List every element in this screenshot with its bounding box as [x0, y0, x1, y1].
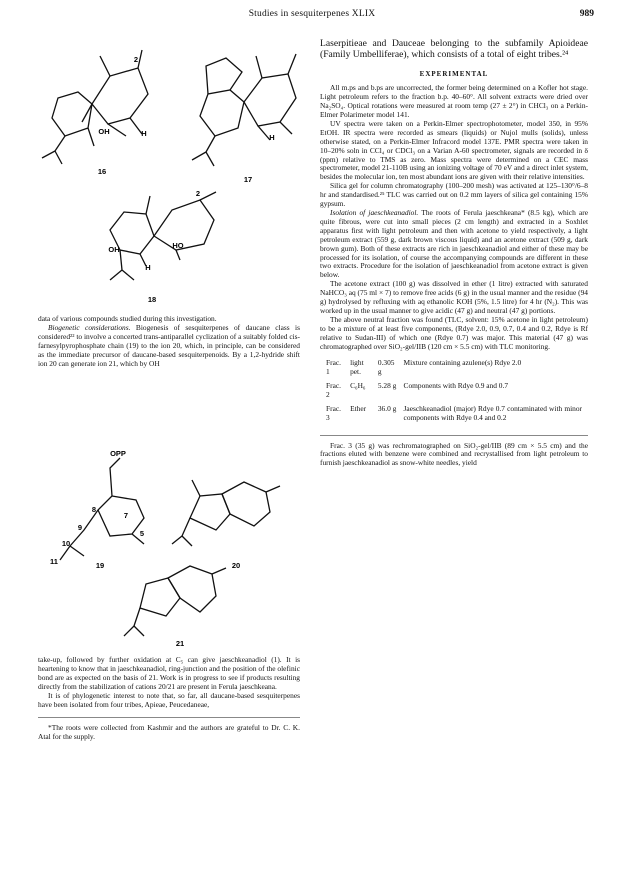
experimental-heading: EXPERIMENTAL	[419, 70, 489, 79]
left-para-2	[38, 324, 300, 369]
running-title: Studies in sesquiterpenes XLIX	[248, 9, 376, 19]
s21-label: 21	[175, 639, 185, 648]
frac-2-mass: 5.28 g	[377, 380, 397, 390]
right-bottom-para: Frac. 3 (35 g) was rechromatographed on SiO₂-gel/IIB (89 cm × 5.5 cm) and the fractions eluted with benzene were combined and recrystallised from light petroleum to furnish jaeschkeanadiol as snow-white needles, yield	[320, 440, 588, 468]
isolation-heading: Isolation of jaeschkeanadiol.	[330, 208, 419, 217]
table-row	[326, 358, 588, 381]
right-column	[320, 38, 588, 468]
s19-num-9: 9	[77, 523, 83, 532]
frac-2-desc: Components with Rdye 0.9 and 0.7	[403, 380, 509, 390]
s18-label: 18	[147, 295, 157, 304]
table-row	[326, 404, 588, 427]
right-para-5: The acetone extract (100 g) was dissolved in ether (1 litre) extracted with saturated NaHCO₃ aq (75 ml × 7) to remove free acids (6 g) in the usual manner and the residue (94 g) hydrolysed by refluxing with aq ethanolic KOH (5%, 1.5 litre) for 4 hr (N₂). This was worked up in the usual manner to give acidic (47 g) and neutral (47 g) portions.	[320, 279, 588, 315]
right-para-2: UV spectra were taken on a Perkin-Elmer spectrophotometer, model 350, in 95% EtOH. IR spectra were recorded as smears (liquids) or Nujol mulls (solids), unless otherwise stated, on a Perkin-Elmer Infracord model 137E. PMR spectra were taken in 10–20% soln in CCl₄ or CDCl₃ on a Varian A-60 spectrometer, signals are recorded in δ (ppm) relative to TMS as zero. Mass spectra were determined on a CEC mass spectrometer, model 21-110B using an ionizing voltage of 70 eV and a direct inlet system, besides the molecular ion, ten most abundant ions are given with their relative intensities.	[320, 118, 588, 182]
frac-1-solvent: light pet.	[350, 357, 364, 376]
s18-oh: OH	[108, 245, 120, 254]
page-number: 989	[579, 9, 594, 19]
frac-2-name: Frac. 2	[326, 380, 341, 399]
right-para-4	[320, 209, 588, 280]
right-para-3: Silica gel for column chromatography (100–200 mesh) was activated at 125–130°/6–8 hr and standardised.²⁵ TLC was carried out on 0.2 mm layers of silica gel containing 15% gypsum.	[320, 181, 588, 209]
right-para-6: The above neutral fraction was found (TLC, solvent: 15% acetone in light petroleum) to be a mixture of at least five components, (Rdye 2.0, 0.9, 0.7, 0.4 and 0.2, Rdye is Rf relative to Sudan-III) of which one (Rdye 0.7) was major. This material (47 g) was chromatographed over SiO₂-gel/IIB (120 cm × 5.5 cm) with TLC monitoring.	[320, 314, 588, 351]
left-para-3: take-up, followed by further oxidation at C₅ can give jaeschkeanadiol (1). It is heartening to know that in jaeschkeanadiol, ring-junction and the position of the olefinic bond are as expected on the basis of 21. Work is in progress to see if products resulting directly from the stabilization of cations 20/21 are present in Ferula jaeschkeana.	[38, 655, 300, 691]
s18-ring-b	[154, 200, 214, 250]
s16-o: OH	[98, 127, 110, 136]
structures-19-20-21	[40, 448, 302, 648]
biogenetic-heading: Biogenetic considerations.	[48, 322, 131, 332]
s19-chain	[70, 458, 120, 546]
fraction-table	[326, 358, 588, 427]
isolation-text: The roots of Ferula jaeschkeana* (8.5 kg), which are quite fibrous, were cut into small pieces (2 cm length) and extracted in a Soxhlet apparatus first with light petroleum and then with acetone to yield respectively, a light petroleum extract (559 g, dark brown viscous liquid) and an acetone extract (509 g, dark brown gum). Both of these extracts are rich in jaeschkeanadiol and either of these may be processed for its isolation, of course the accompanying compounds are different in these two extracts. Procedure for the isolation of jaeschkeanadiol from acetone extract is given below.	[320, 208, 588, 280]
frac-3-name: Frac. 3	[326, 403, 341, 422]
s18-ho: HO	[172, 241, 184, 250]
structures-16-17	[30, 36, 305, 186]
s19-num-7: 7	[123, 511, 129, 520]
s16-label: 16	[97, 167, 107, 176]
s16-ring-b	[92, 68, 148, 124]
frac-1-mass: 0.305 g	[377, 357, 395, 376]
frac-3-desc: Jaeschkeanadiol (major) Rdye 0.7 contaminated with minor components with Rdye 0.4 and 0.2	[403, 403, 582, 422]
s20-label: 20	[231, 561, 241, 570]
frac-3-solvent: Ether	[350, 403, 367, 413]
s19-num-8: 8	[91, 505, 97, 514]
right-top-para: Laserpitieae and Dauceae belonging to the subfamily Apioideae (Family Umbelliferae), which consists of a total of eight tribes.²⁴	[320, 38, 588, 61]
frac-2-solvent: C₆H₆	[350, 380, 366, 390]
s17-h: H	[269, 133, 275, 142]
frac-1-name: Frac. 1	[326, 357, 341, 376]
s19-num-11: 11	[50, 557, 58, 566]
s21-ring-a	[140, 578, 180, 616]
left-para-1: data of various compounds studied during this investigation.	[38, 314, 217, 323]
s19-num-5: 5	[139, 529, 145, 538]
s17-ring-a	[200, 90, 244, 136]
s19-num-10: 10	[61, 539, 71, 548]
s19-label: 19	[95, 561, 105, 570]
left-column-bottom	[38, 656, 300, 742]
running-header	[0, 6, 624, 24]
frac-1-desc: Mixture containing azulene(s) Rdye 2.0	[403, 357, 522, 367]
table-row	[326, 381, 588, 404]
left-column-top	[38, 315, 300, 368]
frac-3-mass: 36.0 g	[377, 403, 397, 413]
s20-ring-b	[222, 482, 270, 526]
biogenetic-text: Biogenesis of sesquiterpenes of daucane class is considered²² to involve a concerted trans-antiparallel cyclization of a suitably folded cis-farnesylpyrophosphate chain (19) to the ion 20, which, in principle, can be considered as the immediate precursor of daucane-based sesquiterpenoids. By a 1,2-hydride shift ion 20 can generate ion 21, which by OH	[38, 322, 300, 368]
s18-h: H	[145, 263, 151, 272]
s17-ring-b	[244, 74, 296, 126]
right-para-1: All m.ps and b.ps are uncorrected, the former being determined on a Kofler hot stage. Light petroleum refers to the fraction b.p. 40–60°. All solvent extracts were dried over Na₂SO₄. Optical rotations were measured at room temp (27 ± 2°) in CHCl₃ on a Perkin-Elmer Polarimeter model 141.	[320, 83, 588, 120]
structure-18	[80, 188, 280, 308]
s16-num-2: 2	[133, 55, 139, 64]
s17-label: 17	[243, 175, 253, 184]
section-rule	[320, 435, 588, 436]
s19-opp: OPP	[110, 449, 126, 458]
s16-h: H	[141, 129, 147, 138]
footnote-rule	[38, 717, 300, 718]
left-para-4: It is of phylogenetic interest to note that, so far, all daucane-based sesquiterpenes have been isolated from four tribes, Apieae, Peucedaneae,	[38, 690, 300, 709]
s18-num-2: 2	[195, 189, 201, 198]
footnote: *The roots were collected from Kashmir and the authors are grateful to Dr. C. K. Atal for the supply.	[38, 723, 300, 742]
